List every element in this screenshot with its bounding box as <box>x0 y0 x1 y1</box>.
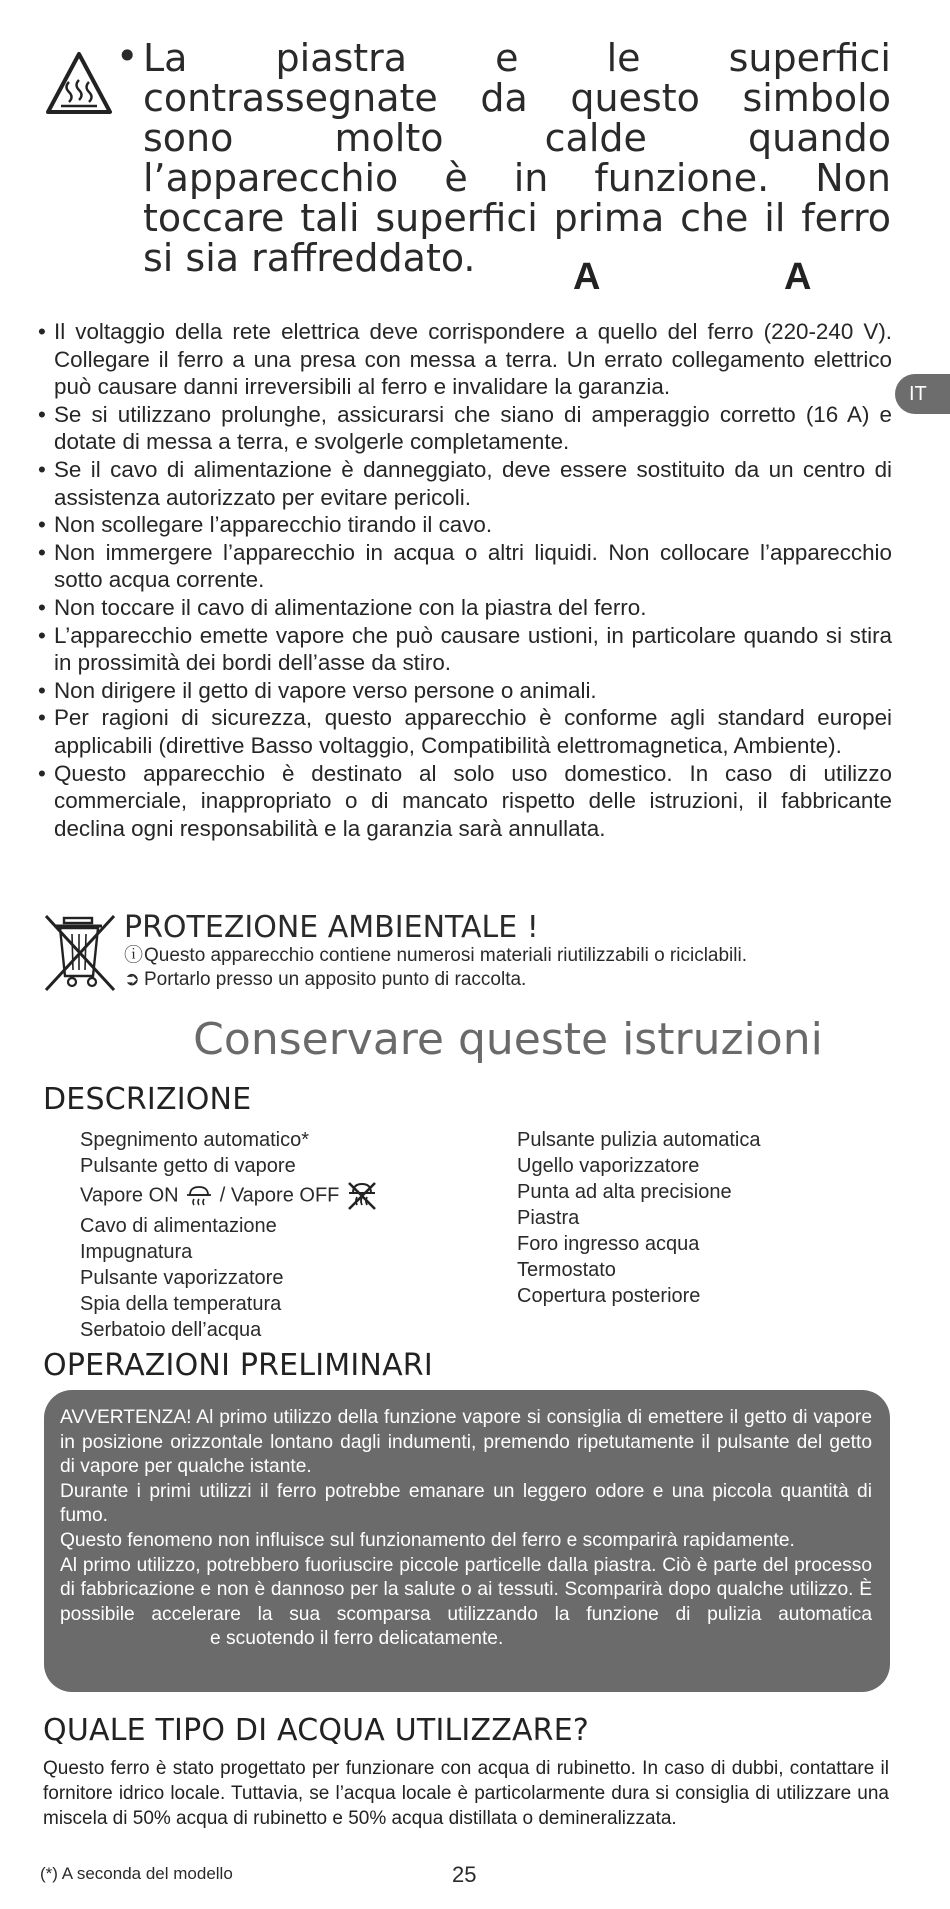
warning-panel <box>44 1390 890 1692</box>
water-type-heading: QUALE TIPO DI ACQUA UTILIZZARE? <box>43 1713 590 1748</box>
list-item: • Questo apparecchio è destinato al solo uso domestico. In caso di utilizzo commerciale, inappropriato o di mancato rispetto delle istruzioni, il fabbricante declina ogni responsabilità e la garanzia sarà annullata. <box>38 760 892 843</box>
hot-surface-warning-icon <box>44 50 114 116</box>
list-item: Impugnatura <box>80 1241 193 1263</box>
water-type-text: Questo ferro è stato progettato per funzionare con acqua di rubinetto. In caso di dubbi, contattare il fornitore idrico locale. Tuttavia, se l’acqua locale è particolarmente dura si consiglia di utilizzare una miscela di 50% acqua di rubinetto e 50% acqua distillata o demineralizzata. <box>43 1758 889 1829</box>
list-item: Piastra <box>517 1207 580 1229</box>
list-item: Pulsante pulizia automatica <box>517 1129 761 1151</box>
crossed-out-bin-icon <box>42 912 118 992</box>
steam-off-label: / Vapore OFF <box>219 1184 340 1207</box>
description-parts-left <box>80 1127 379 1343</box>
list-item: • L’apparecchio emette vapore che può causare ustioni, in particolare quando si stira in prossimità dei bordi dell’asse da stiro. <box>38 622 892 677</box>
safety-instructions-list <box>38 318 892 842</box>
steam-toggle-item <box>80 1179 379 1213</box>
description-parts-right <box>517 1127 760 1309</box>
list-item: Termostato <box>517 1259 616 1281</box>
list-item: • Il voltaggio della rete elettrica deve corrispondere a quello del ferro (220-240 V). Collegare il ferro a una presa con messa a terra. Un errato collegamento elettrico può causare danni irreversibili al ferro e invalidare la garanzia. <box>38 318 892 401</box>
figure-label-a-second: A <box>784 256 812 298</box>
list-item: Spia della temperatura <box>80 1293 282 1315</box>
description-heading: DESCRIZIONE <box>43 1082 252 1117</box>
arrow-icon: ➲ <box>124 969 140 990</box>
list-item: Copertura posteriore <box>517 1285 701 1307</box>
language-tab <box>895 374 950 414</box>
list-item: • Non toccare il cavo di alimentazione con la piastra del ferro. <box>38 594 892 622</box>
environmental-protection-heading: PROTEZIONE AMBIENTALE ! <box>124 910 539 945</box>
warning-paragraph <box>60 1554 872 1652</box>
list-item: Spegnimento automatico* <box>80 1129 310 1151</box>
warning-paragraph: Questo fenomeno non influisce sul funzionamento del ferro e scomparirà rapidamente. <box>60 1529 795 1551</box>
list-item: Cavo di alimentazione <box>80 1215 277 1237</box>
figure-label-a: A <box>573 256 601 298</box>
steam-on-icon <box>184 1183 214 1209</box>
keep-instructions-title: Conservare queste istruzioni <box>193 1014 823 1065</box>
info-icon: ⓘ <box>124 945 144 966</box>
warning-paragraph-start: Al primo utilizzo, potrebbero fuoriuscire piccole particelle dalla piastra. Ciò è parte del processo di fabbricazione e non è dannoso per la salute o ai tessuti. Scomparirà dopo qualche utilizzo. È possibile accelerare la sua scomparsa utilizzando la funzione di pulizia automatica <box>60 1554 872 1625</box>
list-item: Pulsante vaporizzatore <box>80 1267 284 1289</box>
hot-warning-bullet: • <box>116 34 139 78</box>
page-number: 25 <box>452 1862 477 1887</box>
environment-info-text: Questo apparecchio contiene numerosi materiali riutilizzabili o riciclabili. <box>144 945 747 966</box>
environment-info-line <box>124 944 747 968</box>
list-item: • Se si utilizzano prolunghe, assicurarsi che siano di amperaggio corretto (16 A) e dotate di messa a terra, e svolgerle completamente. <box>38 401 892 456</box>
footnote: (*) A seconda del modello <box>40 1864 233 1883</box>
environment-disposal-line <box>124 968 526 992</box>
list-item: • Non scollegare l’apparecchio tirando il cavo. <box>38 511 892 539</box>
preliminary-operations-heading: OPERAZIONI PRELIMINARI <box>43 1348 433 1383</box>
warning-paragraph: Durante i primi utilizzi il ferro potrebbe emanare un leggero odore e una piccola quantità di fumo. <box>60 1480 872 1527</box>
steam-on-label: Vapore ON <box>80 1184 179 1207</box>
language-tab-label: IT <box>909 382 927 405</box>
list-item: • Se il cavo di alimentazione è danneggiato, deve essere sostituito da un centro di assistenza autorizzato per evitare pericoli. <box>38 456 892 511</box>
list-item: • Non dirigere il getto di vapore verso persone o animali. <box>38 677 892 705</box>
list-item: Serbatoio dell’acqua <box>80 1319 262 1341</box>
list-item: Ugello vaporizzatore <box>517 1155 700 1177</box>
list-item: Pulsante getto di vapore <box>80 1155 296 1177</box>
environment-disposal-text: Portarlo presso un apposito punto di raccolta. <box>144 969 527 990</box>
list-item: • Non immergere l’apparecchio in acqua o altri liquidi. Non collocare l’apparecchio sotto acqua corrente. <box>38 539 892 594</box>
hot-surface-warning-text: La piastra e le superfici contrassegnate da questo simbolo sono molto calde quando l’apparecchio è in funzione. Non toccare tali superfici prima che il ferro si sia raffreddato. <box>143 36 891 280</box>
list-item: Foro ingresso acqua <box>517 1233 700 1255</box>
warning-paragraph-end: e scuotendo il ferro delicatamente. <box>210 1628 504 1650</box>
list-item: • Per ragioni di sicurezza, questo apparecchio è conforme agli standard europei applicabili (direttive Basso voltaggio, Compatibilità elettromagnetica, Ambiente). <box>38 704 892 759</box>
list-item: Punta ad alta precisione <box>517 1181 732 1203</box>
warning-paragraph: AVVERTENZA! Al primo utilizzo della funzione vapore si consiglia di emettere il getto di vapore in posizione orizzontale lontano dagli indumenti, premendo ripetutamente il pulsante del getto di vapore per qualche istante. <box>60 1407 872 1478</box>
steam-off-icon <box>345 1179 379 1213</box>
